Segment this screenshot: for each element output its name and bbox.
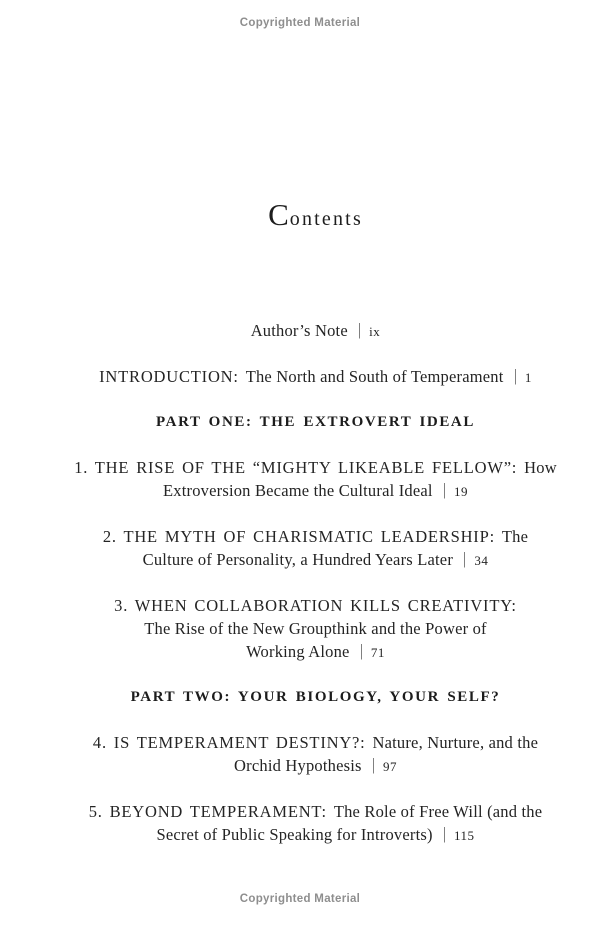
toc-entry-part — [31, 411, 600, 434]
toc-line — [31, 686, 600, 709]
toc-line — [31, 640, 600, 664]
page-title — [31, 197, 600, 233]
toc-line — [31, 319, 600, 343]
toc-text-normal: Secret of Public Speaking for Introverts) — [156, 825, 433, 844]
page-title-rest: ontents — [289, 208, 363, 230]
toc-entry-item — [31, 365, 600, 389]
toc-text-normal: The Rise of the New Groupthink and the Power of — [144, 619, 487, 638]
page-separator: | — [463, 549, 466, 568]
toc-text-normal: Author’s Note — [250, 321, 348, 340]
page-number: 34 — [474, 553, 489, 568]
copyright-banner-bottom: Copyrighted Material — [239, 893, 361, 905]
toc-line — [31, 617, 600, 640]
toc-text-part: PART ONE: THE EXTROVERT IDEAL — [156, 414, 475, 430]
toc-text-part: PART TWO: YOUR BIOLOGY, YOUR SELF? — [130, 689, 501, 705]
toc-line — [31, 479, 600, 503]
toc-line — [31, 456, 600, 479]
toc-line — [31, 754, 600, 778]
toc-line — [31, 594, 600, 617]
page-separator: | — [443, 480, 446, 499]
toc-text-caps: 4. IS TEMPERAMENT DESTINY?: — [92, 733, 373, 752]
toc-line — [31, 548, 600, 572]
toc-entry-chapter — [31, 594, 600, 664]
toc-line — [31, 800, 600, 823]
toc-text-normal: Working Alone — [246, 642, 350, 661]
page-separator: | — [443, 824, 446, 843]
page-separator: | — [372, 755, 375, 774]
toc-text-caps: 5. BEYOND TEMPERAMENT: — [88, 802, 334, 821]
toc-text-normal: Orchid Hypothesis — [234, 756, 362, 775]
toc-text-normal: The North and South of Temperament — [245, 367, 504, 386]
page-separator: | — [513, 366, 517, 385]
toc-text-normal: The — [501, 527, 529, 546]
toc-entry-chapter — [31, 731, 600, 778]
page-number: 71 — [370, 645, 385, 660]
copyright-banner-top: Copyrighted Material — [239, 17, 361, 29]
toc-entry-item — [31, 319, 600, 343]
toc-entry-chapter — [31, 456, 600, 503]
page-separator: | — [359, 641, 363, 660]
page-column — [31, 0, 600, 929]
toc-entry-chapter — [31, 800, 600, 847]
page-separator: | — [358, 320, 361, 339]
toc-line — [31, 365, 600, 389]
page-number: ix — [369, 324, 381, 339]
toc-line — [31, 731, 600, 754]
page-number: 97 — [382, 759, 397, 774]
toc-text-normal: The Role of Free Will (and the — [333, 802, 543, 821]
toc-entry-part — [31, 686, 600, 709]
toc-text-normal: Extroversion Became the Cultural Ideal — [163, 481, 433, 500]
toc-text-normal: Nature, Nurture, and the — [372, 733, 539, 752]
page-number: 1 — [524, 370, 532, 385]
toc-line — [31, 411, 600, 434]
toc-list — [31, 319, 600, 869]
toc-line — [31, 525, 600, 548]
toc-text-caps: 1. THE RISE OF THE “MIGHTY LIKEABLE FELLOW”: — [74, 458, 525, 477]
toc-text-caps: 3. WHEN COLLABORATION KILLS CREATIVITY: — [114, 596, 517, 615]
toc-text-caps: 2. THE MYTH OF CHARISMATIC LEADERSHIP: — [102, 527, 502, 546]
toc-text-normal: How — [524, 458, 557, 477]
page-title-initial-cap: C — [268, 197, 290, 232]
toc-entry-chapter — [31, 525, 600, 572]
page-number: 115 — [454, 828, 475, 843]
toc-line — [31, 823, 600, 847]
toc-text-normal: Culture of Personality, a Hundred Years Later — [142, 550, 454, 569]
toc-text-caps: INTRODUCTION: — [99, 367, 246, 386]
page-number: 19 — [454, 484, 468, 499]
